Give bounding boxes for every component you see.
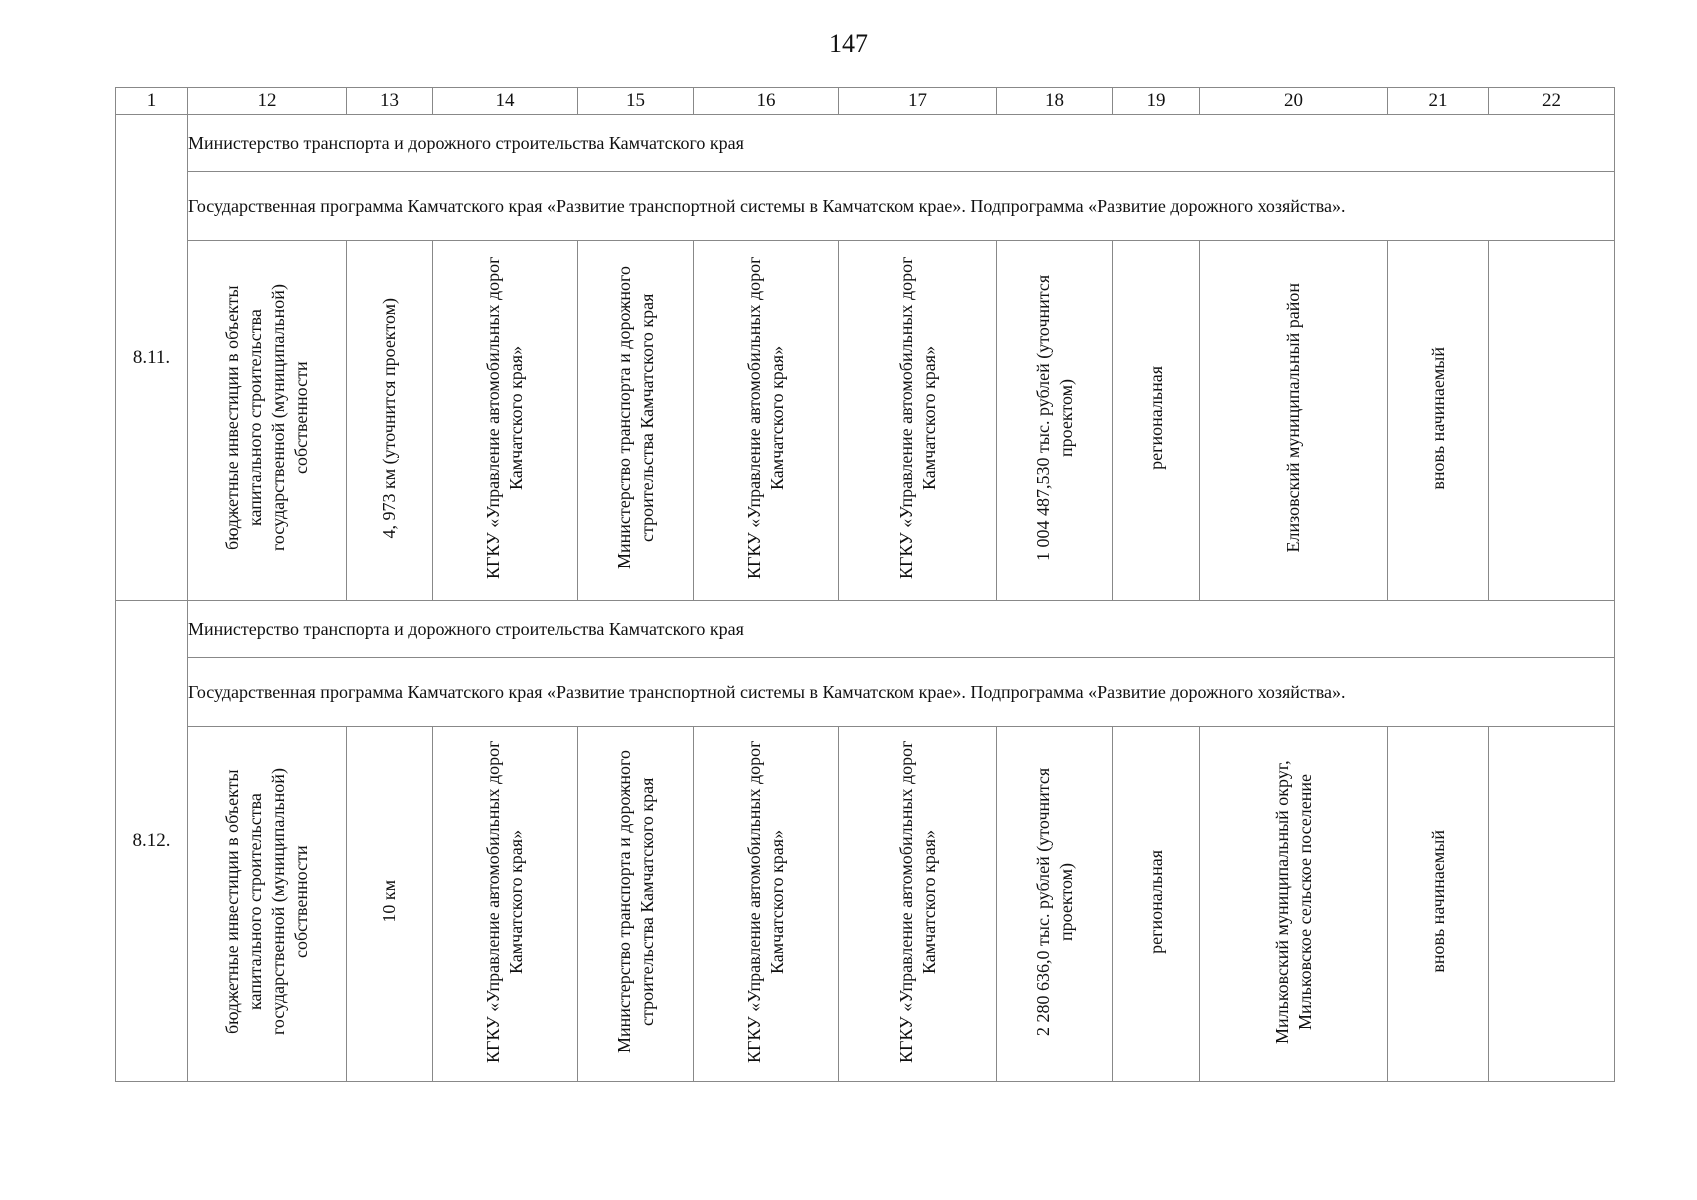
entry-program-row (116, 172, 1615, 241)
cell-col-13 (347, 241, 433, 601)
cell-text: Министерство транспорта и дорожного строительства Камчатского края (613, 750, 657, 1053)
cell-text: вновь начинаемый (1427, 830, 1448, 973)
entry-data-row (116, 727, 1615, 1082)
col-header-22: 22 (1489, 88, 1615, 115)
cell-col-22 (1489, 727, 1615, 1082)
cell-col-20 (1200, 241, 1388, 601)
entry-ministry-row (116, 115, 1615, 172)
entry-number: 8.12. (116, 601, 188, 1082)
col-header-12: 12 (188, 88, 347, 115)
cell-text: бюджетные инвестиции в объекты капитального строительства государственной (муниципальной) собственности (222, 768, 311, 1035)
cell-col-13 (347, 727, 433, 1082)
cell-col-20 (1200, 727, 1388, 1082)
program-banner: Государственная программа Камчатского края «Развитие транспортной системы в Камчатском крае». Подпрограмма «Развитие дорожного хозяйства». (188, 172, 1615, 241)
cell-text: 4, 973 км (уточнится проектом) (379, 297, 399, 539)
col-header-18: 18 (997, 88, 1113, 115)
cell-col-12 (188, 241, 347, 601)
cell-text: КГКУ «Управление автомобильных дорог Камчатского края» (744, 740, 787, 1063)
cell-col-14 (433, 727, 578, 1082)
cell-text: КГКУ «Управление автомобильных дорог Камчатского края» (895, 256, 939, 580)
cell-text: региональная (1145, 849, 1166, 954)
col-header-17: 17 (839, 88, 997, 115)
cell-col-16 (694, 241, 839, 601)
investment-table (115, 87, 1615, 1082)
cell-col-16 (694, 727, 839, 1082)
col-header-13: 13 (347, 88, 433, 115)
cell-col-19 (1113, 727, 1200, 1082)
page-number: 147 (829, 29, 868, 58)
entry-ministry-row (116, 601, 1615, 658)
cell-text: 10 км (379, 880, 399, 923)
cell-text: 1 004 487,530 тыс. рублей (уточнится проектом) (1032, 274, 1076, 562)
cell-col-21 (1388, 727, 1489, 1082)
entry-program-row (116, 658, 1615, 727)
cell-text: Мильковский муниципальный округ, Мильковское сельское поселение (1271, 759, 1315, 1044)
col-header-20: 20 (1200, 88, 1388, 115)
cell-col-18 (997, 241, 1113, 601)
cell-text: вновь начинаемый (1427, 346, 1448, 490)
cell-text: КГКУ «Управление автомобильных дорог Камчатского края» (483, 740, 526, 1063)
cell-col-22 (1489, 241, 1615, 601)
entry-number: 8.11. (116, 115, 188, 601)
col-header-1: 1 (116, 88, 188, 115)
cell-text: региональная (1145, 366, 1166, 470)
cell-col-21 (1388, 241, 1489, 601)
cell-text: 2 280 636,0 тыс. рублей (уточнится проектом) (1032, 767, 1076, 1036)
col-header-16: 16 (694, 88, 839, 115)
col-header-19: 19 (1113, 88, 1200, 115)
cell-col-19 (1113, 241, 1200, 601)
cell-col-17 (839, 727, 997, 1082)
cell-col-14 (433, 241, 578, 601)
cell-text: КГКУ «Управление автомобильных дорог Камчатского края» (483, 256, 526, 580)
cell-col-15 (578, 241, 694, 601)
program-banner: Государственная программа Камчатского края «Развитие транспортной системы в Камчатском крае». Подпрограмма «Развитие дорожного хозяйства». (188, 658, 1615, 727)
entry-data-row (116, 241, 1615, 601)
cell-col-15 (578, 727, 694, 1082)
col-header-15: 15 (578, 88, 694, 115)
cell-text: Министерство транспорта и дорожного строительства Камчатского края (613, 266, 657, 570)
cell-col-12 (188, 727, 347, 1082)
cell-text: Елизовский муниципальный район (1283, 283, 1303, 553)
cell-col-18 (997, 727, 1113, 1082)
col-header-21: 21 (1388, 88, 1489, 115)
cell-col-17 (839, 241, 997, 601)
column-number-row (116, 88, 1615, 115)
ministry-banner: Министерство транспорта и дорожного строительства Камчатского края (188, 601, 1615, 658)
col-header-14: 14 (433, 88, 578, 115)
cell-text: бюджетные инвестиции в объекты капитального строительства государственной (муниципальной) собственности (222, 284, 311, 552)
cell-text: КГКУ «Управление автомобильных дорог Камчатского края» (895, 740, 939, 1063)
ministry-banner: Министерство транспорта и дорожного строительства Камчатского края (188, 115, 1615, 172)
cell-text: КГКУ «Управление автомобильных дорог Камчатского края» (744, 256, 787, 580)
